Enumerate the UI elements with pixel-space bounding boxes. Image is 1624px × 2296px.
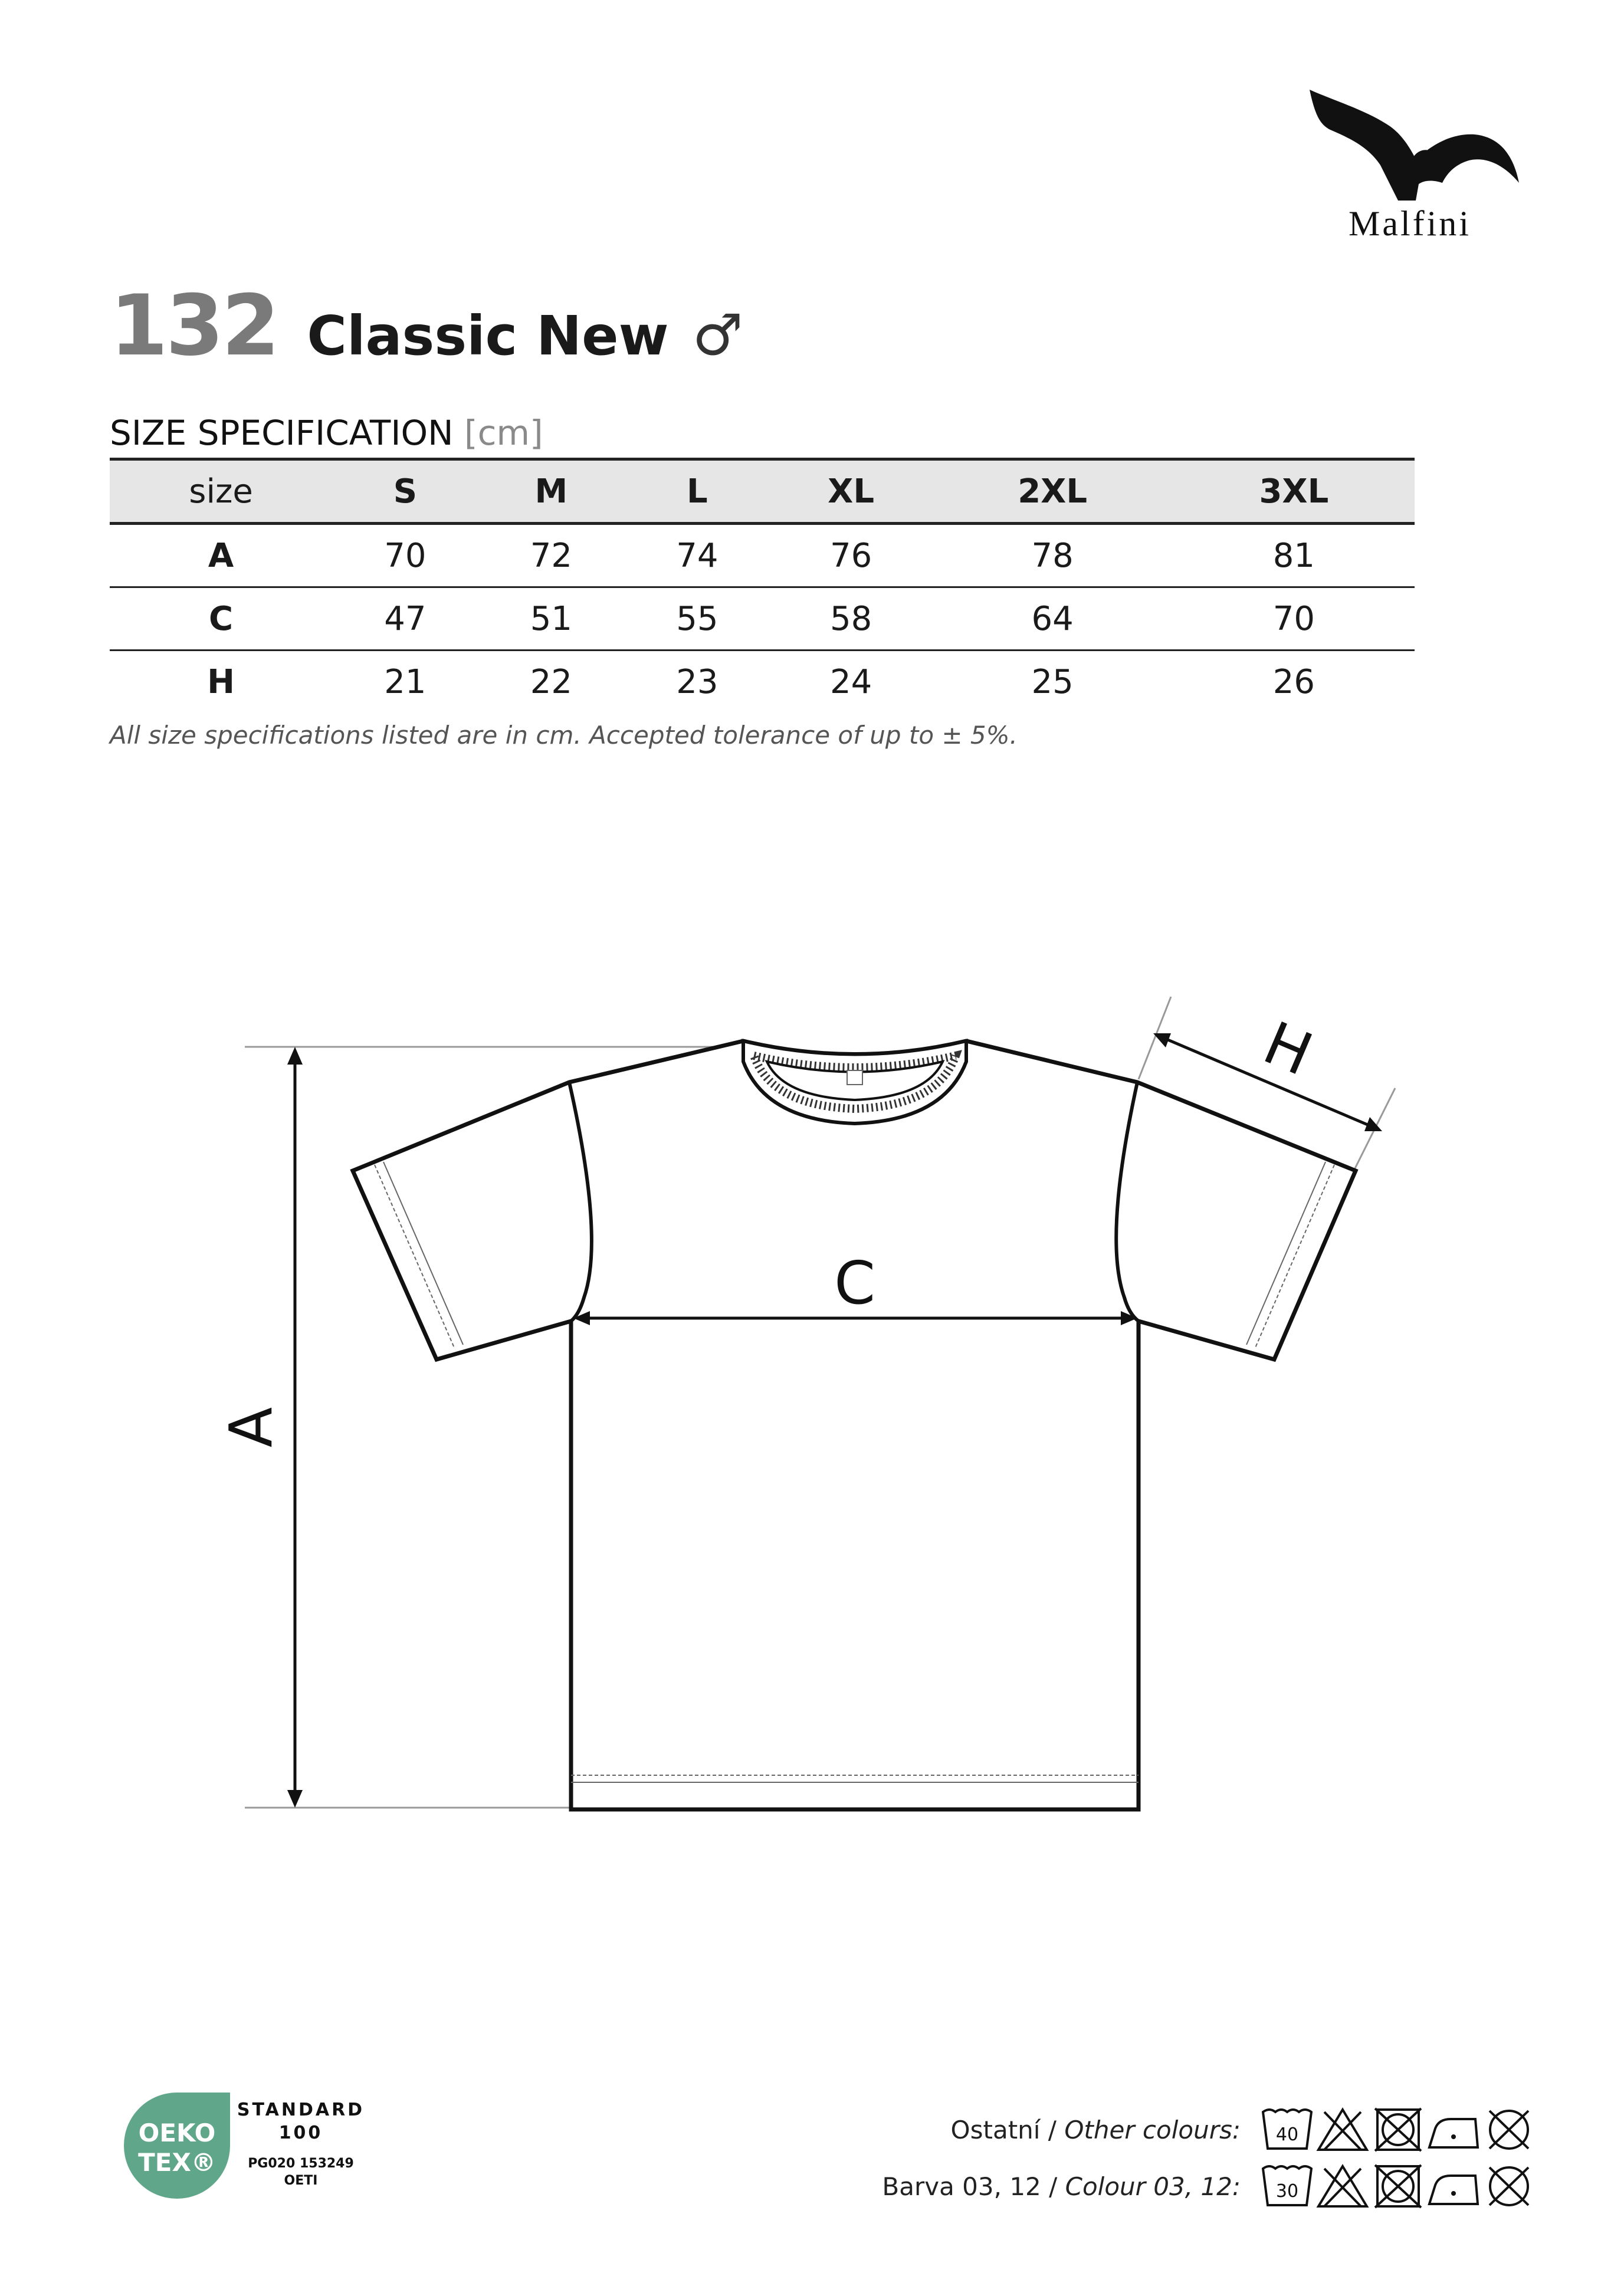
- row-label: H: [207, 662, 235, 701]
- care-row-other-colours: [951, 2103, 1536, 2156]
- care-label: [882, 2172, 1241, 2201]
- tshirt-diagram: [0, 973, 1624, 1858]
- standard-number: 100: [278, 2123, 323, 2143]
- size-table: [110, 458, 1415, 712]
- table-cell: 55: [624, 587, 770, 651]
- no-tumble-dry-icon: [1372, 2106, 1425, 2153]
- label-h: H: [1254, 1008, 1322, 1089]
- table-cell: 25: [1031, 662, 1074, 701]
- no-dry-clean-icon: [1482, 2163, 1536, 2210]
- table-cell: 24: [829, 662, 872, 701]
- table-row: [110, 651, 1415, 713]
- product-title: [110, 277, 743, 375]
- no-dry-clean-icon: [1482, 2106, 1536, 2153]
- eagle-logo-icon: [1298, 83, 1522, 201]
- column-header: 2XL: [932, 459, 1173, 524]
- table-cell: 78: [932, 524, 1173, 587]
- care-label-en: Other colours:: [1064, 2115, 1241, 2144]
- row-label: C: [110, 587, 332, 651]
- spec-heading-text: SIZE SPECIFICATION: [110, 413, 454, 453]
- table-cell: 21: [384, 662, 426, 701]
- column-header: size: [110, 459, 332, 524]
- dimension-a: [287, 1047, 303, 1808]
- oekotex-badge: [124, 2093, 230, 2199]
- brand-name: Malfini: [1349, 204, 1471, 243]
- no-bleach-icon: [1316, 2163, 1369, 2210]
- table-cell: 76: [770, 524, 932, 587]
- spec-heading: [110, 413, 543, 453]
- care-row-colour-03-12: [882, 2160, 1536, 2213]
- care-label: [951, 2116, 1241, 2144]
- care-icons: [1258, 2163, 1536, 2210]
- neck-label-icon: [847, 1070, 862, 1085]
- label-c: C: [834, 1249, 875, 1318]
- tolerance-note: All size specifications listed are in cm. Accepted tolerance of up to ± 5%.: [110, 721, 1018, 750]
- iron-low-icon: [1427, 2106, 1480, 2153]
- wash-tub-icon: [1261, 2163, 1314, 2210]
- table-row: [110, 524, 1415, 587]
- table-header-row: [110, 459, 1415, 524]
- table-cell: 26: [1272, 662, 1315, 701]
- column-header: M: [478, 459, 625, 524]
- male-symbol-icon: ♂: [692, 302, 743, 368]
- wash-temp: 40: [1275, 2124, 1299, 2145]
- standard-label: STANDARD: [237, 2100, 365, 2120]
- tshirt-outline: [353, 1041, 1356, 1809]
- column-header: S: [332, 459, 478, 524]
- table-cell: 74: [624, 524, 770, 587]
- wash-temp: 30: [1275, 2181, 1299, 2202]
- iron-low-icon: [1427, 2163, 1480, 2210]
- column-header: L: [624, 459, 770, 524]
- table-cell: 70: [332, 524, 478, 587]
- oekotex-info: [236, 2100, 366, 2188]
- table-cell: 72: [478, 524, 625, 587]
- row-label: A: [110, 524, 332, 587]
- oekotex-line2: TEX®: [138, 2148, 216, 2177]
- table-cell: 23: [676, 662, 719, 701]
- table-row: [110, 587, 1415, 651]
- certificate-code: PG020 153249: [248, 2156, 354, 2171]
- oekotex-line1: OEKO: [138, 2118, 216, 2147]
- table-cell: 64: [932, 587, 1173, 651]
- table-cell: 47: [332, 587, 478, 651]
- certificate-institute: OETI: [284, 2173, 318, 2188]
- brand-logo: [1298, 83, 1522, 260]
- column-header: 3XL: [1173, 459, 1415, 524]
- table-cell: 70: [1173, 587, 1415, 651]
- table-cell: 81: [1173, 524, 1415, 587]
- wash-tub-icon: [1261, 2106, 1314, 2153]
- table-cell: 22: [530, 662, 573, 701]
- product-name: Classic New: [307, 304, 669, 367]
- care-icons: [1258, 2106, 1536, 2153]
- column-header: XL: [770, 459, 932, 524]
- table-cell: 51: [478, 587, 625, 651]
- care-label-cz: Barva 03, 12 /: [882, 2172, 1058, 2201]
- spec-unit: [cm]: [464, 413, 543, 453]
- label-a: A: [216, 1407, 286, 1448]
- no-tumble-dry-icon: [1372, 2163, 1425, 2210]
- care-label-cz: Ostatní /: [950, 2115, 1057, 2144]
- table-cell: 58: [770, 587, 932, 651]
- care-label-en: Colour 03, 12:: [1065, 2172, 1241, 2201]
- product-number: 132: [110, 277, 278, 375]
- no-bleach-icon: [1316, 2106, 1369, 2153]
